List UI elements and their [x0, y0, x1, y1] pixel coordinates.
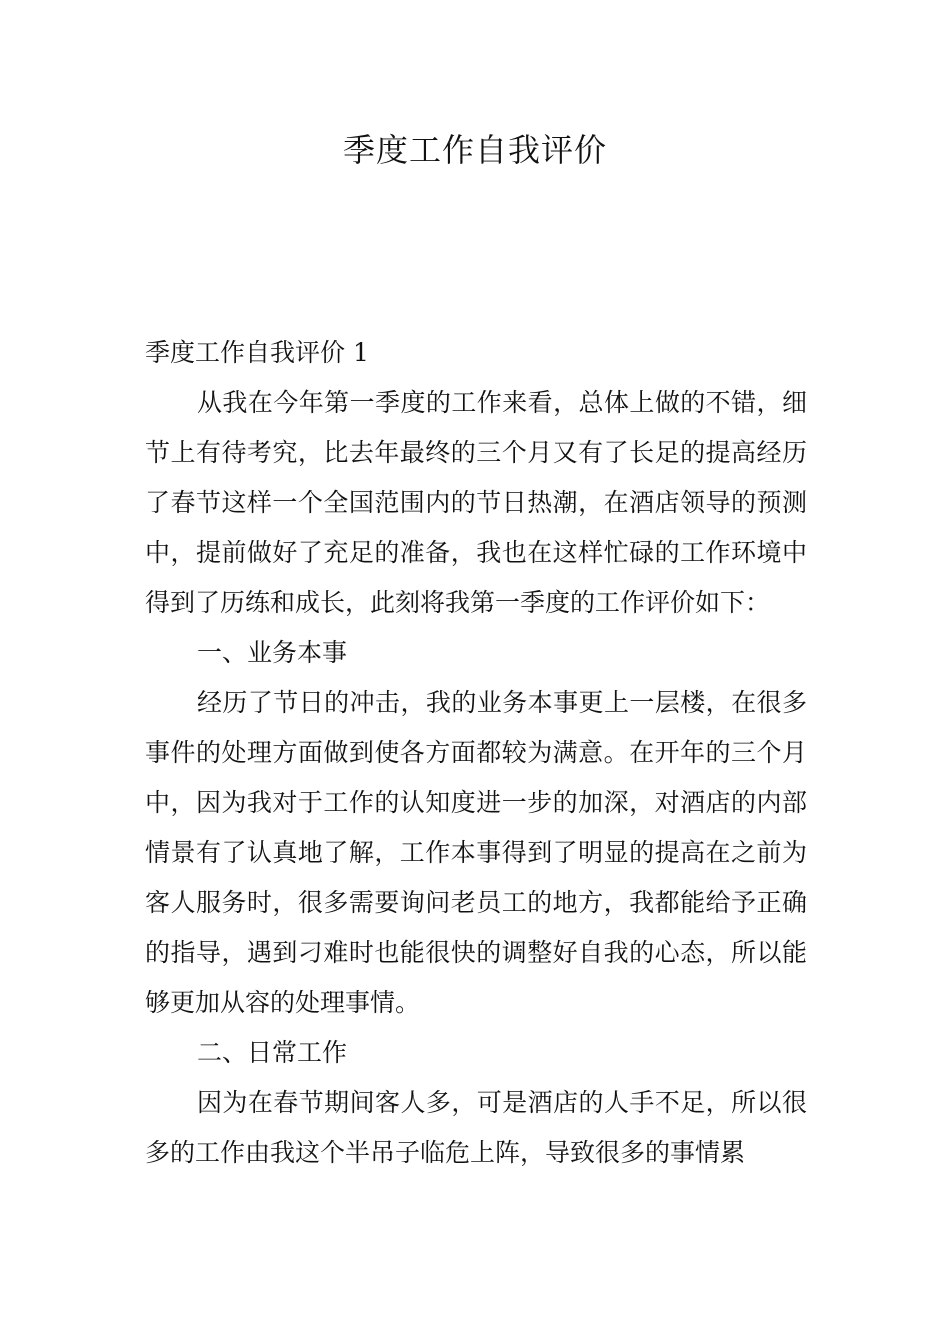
document-body	[145, 328, 807, 1178]
document-title: 季度工作自我评价	[342, 131, 607, 169]
section-label: 季度工作自我评价 1	[145, 338, 369, 367]
paragraph-intro: 从我在今年第一季度的工作来看，总体上做的不错，细节上有待考究，比去年最终的三个月又有了长足的提高经历了春节这样一个全国范围内的节日热潮，在酒店领导的预测中，提前做好了充足的准备，我也在这样忙碌的工作环境中得到了历练和成长，此刻将我第一季度的工作评价如下：	[145, 388, 807, 617]
paragraph-daily-work: 因为在春节期间客人多，可是酒店的人手不足，所以很多的工作由我这个半吊子临危上阵，导致很多的事情累	[145, 1088, 807, 1167]
heading-daily-work: 二、日常工作	[197, 1038, 348, 1067]
heading-business-ability: 一、业务本事	[197, 638, 348, 667]
paragraph-business-ability: 经历了节日的冲击，我的业务本事更上一层楼，在很多事件的处理方面做到使各方面都较为满意。在开年的三个月中，因为我对于工作的认知度进一步的加深，对酒店的内部情景有了认真地了解，工作本事得到了明显的提高在之前为客人服务时，很多需要询问老员工的地方，我都能给予正确的指导，遇到刁难时也能很快的调整好自我的心态，所以能够更加从容的处理事情。	[145, 688, 807, 1017]
